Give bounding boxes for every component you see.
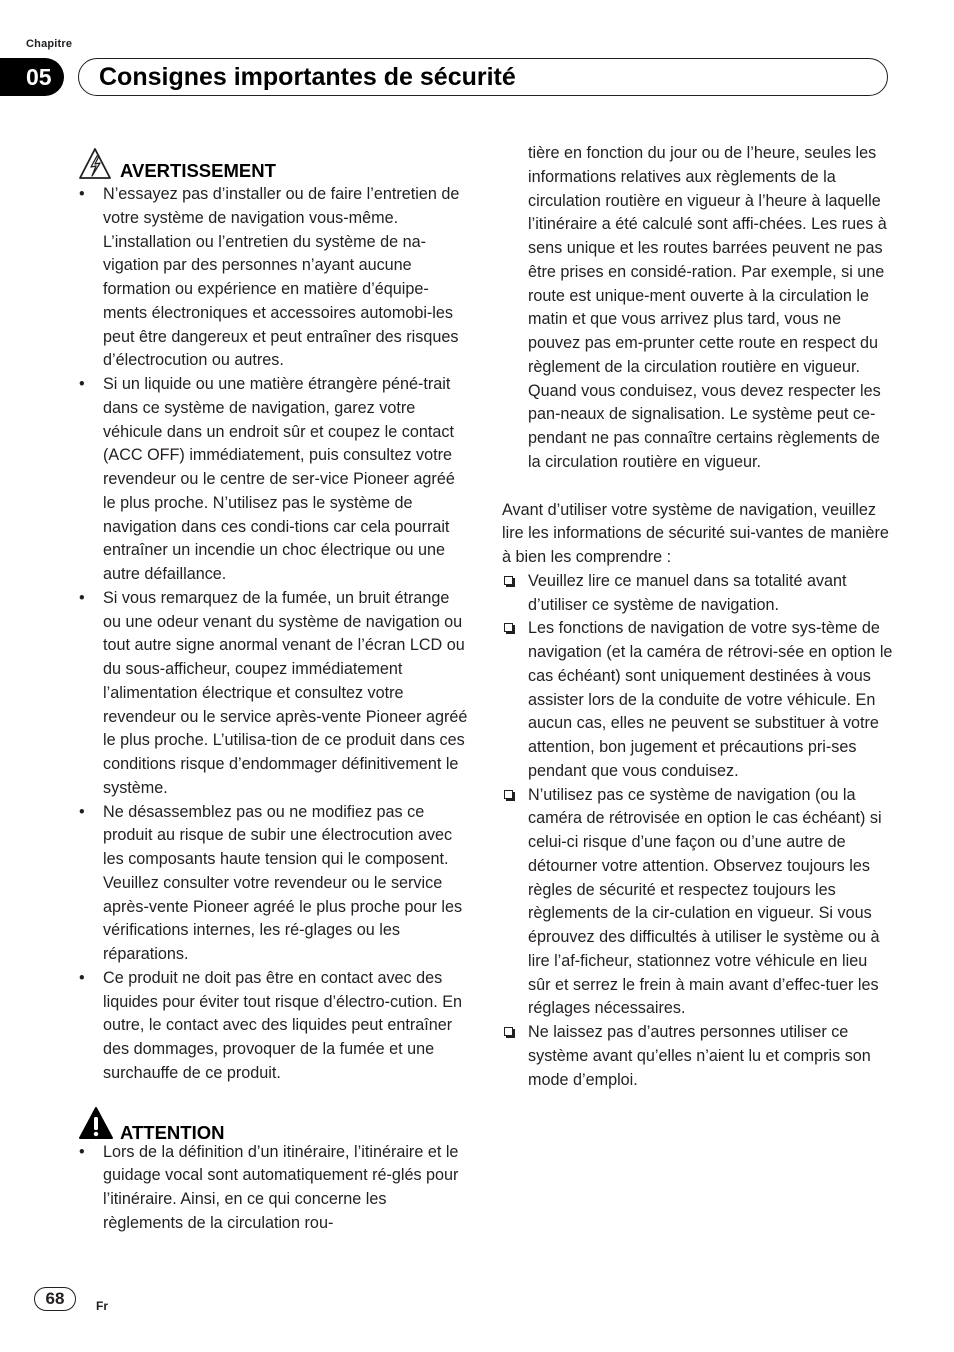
list-item-text: Ce produit ne doit pas être en contact avec des liquides pour éviter tout risque d’électro-cution. En outre, le contact avec des liquides peut entraîner des dommages, provoquer de la fumée et une surchauffe de ce produit. [103,968,463,1082]
list-item-text: Si un liquide ou une matière étrangère péné-trait dans ce système de navigation, garez votre véhicule dans un endroit sûr et coupez le contact (ACC OFF) immédiatement, puis consultez votre revendeur ou le centre de ser-vice Pioneer agréé le plus proche. N’utilisez pas le système de navigation dans ces condi-tions car cela pourrait entraîner un incendie un choc électrique ou une autre défaillance. [103,375,455,583]
language-code: Fr [96,1299,108,1313]
list-item-text: Si vous remarquez de la fumée, un bruit étrange ou une odeur venant du système de navigation ou tout autre signe anormal venant de l’écran LCD ou du sous-afficheur, coupez immédiatement l’alimentation électrique et consultez votre revendeur ou le service après-vente Pioneer agréé le plus proche. L’utilisa-tion de ce produit dans ces conditions risque d’endommager définitivement le système. [103,588,468,797]
list-item-text: N’utilisez pas ce système de navigation (ou la caméra de rétrovisée en option le cas échéant) si celui-ci risque d’une façon ou d’une autre de détourner votre attention. Observez toujours les règles de sécurité et respectez toujours les règlements de la cir-culation en vigueur. Si vous éprouvez des difficultés à utiliser le système ou à lire l’af-ficheur, stationnez votre véhicule en lieu sûr et serrez le frein à main avant d’effec-tuer les réglages nécessaires. [528,785,882,1018]
list-item [502,570,894,618]
list-item-text: Lors de la définition d’un itinéraire, l’itinéraire et le guidage vocal sont automatiquement ré-glés pour l’itinéraire. Ainsi, en ce qui concerne les règlements de la circulation rou- [103,1142,459,1232]
list-item-text: Veuillez lire ce manuel dans sa totalité avant d’utiliser ce système de navigation. [528,571,847,614]
checkbox-bullet-icon [504,576,513,585]
list-item: • Si vous remarquez de la fumée, un bruit étrange ou une odeur venant du système de navigation ou tout autre signe anormal venant de l’écran LCD ou du sous-afficheur, coupez immédiatement l’alimentation électrique et consultez votre revendeur ou le service après-vente Pioneer agréé le plus proche. L’utilisa-tion de ce produit dans ces conditions risque d’endommager définitivement le système. [79,588,468,797]
chapter-number-badge: 05 [0,58,64,96]
safety-intro: Avant d’utiliser votre système de navigation, veuillez lire les informations de sécurité sui-vantes de manière à bien les comprendre : [502,500,889,566]
checkbox-bullet-icon [504,623,513,632]
list-item: • N’essayez pas d’installer ou de faire l’entretien de votre système de navigation vous-même. L’installation ou l’entretien du système de na-vigation par des personnes n’ayant aucune formation ou expérience en matière d’équipe-ments électroniques et accessoires automobi-les peut être dangereux et peut entraîner des risques d’électrocution ou autres. [79,185,460,370]
caution-list [78,1141,468,1236]
list-item: • Ce produit ne doit pas être en contact avec des liquides pour éviter tout risque d’électro-cution. En outre, le contact avec des liquides peut entraîner des dommages, provoquer de la fumée et une surchauffe de ce produit. [79,968,463,1082]
list-item [502,784,894,1022]
page-number: 68 [34,1287,76,1311]
list-item: • Ne désassemblez pas ou ne modifiez pas ce produit au risque de subir une électrocution avec les composants haute tension qui le composent. Veuillez consulter votre revendeur ou le service après-vente Pioneer agréé le plus proche pour les vérifications internes, les ré-glages ou les réparations. [79,802,463,963]
list-item-text: N’essayez pas d’installer ou de faire l’entretien de votre système de navigation vous-même. L’installation ou l’entretien du système de na-vigation par des personnes n’ayant aucune formation ou expérience en matière d’équipe-ments électroniques et accessoires automobi-les peut être dangereux et peut entraîner des risques d’électrocution ou autres. [103,185,460,370]
warning-header [78,147,468,183]
list-item-text: Ne désassemblez pas ou ne modifiez pas ce produit au risque de subir une électrocution avec les composants haute tension qui le composent. Veuillez consulter votre revendeur ou le service après-vente Pioneer agréé le plus proche pour les vérifications internes, les ré-glages ou les réparations. [103,802,463,963]
lightning-warning-icon [78,147,112,181]
list-item: • Lors de la définition d’un itinéraire, l’itinéraire et le guidage vocal sont automatiquement ré-glés pour l’itinéraire. Ainsi, en ce qui concerne les règlements de la circulation rou- [79,1142,459,1232]
checkbox-bullet-icon [504,1027,513,1036]
list-item [502,1021,894,1092]
exclamation-warning-icon [78,1106,114,1142]
list-item-text: Les fonctions de navigation de votre sys-tème de navigation (et la caméra de rétrovi-sée en option le cas échéant) sont uniquement destinées à vous assister lors de la conduite de votre véhicule. En aucun cas, elles ne peuvent se substituer à votre attention, bon jugement et précautions pri-ses pendant que vous conduisez. [528,619,893,780]
chapter-title-box [78,58,888,96]
warning-list [78,183,468,1086]
caution-title: ATTENTION [120,1121,225,1143]
list-item-text: Ne laissez pas d’autres personnes utiliser ce système avant qu’elles n’aient lu et compris son mode d’emploi. [528,1023,871,1089]
warning-title: AVERTISSEMENT [120,160,276,181]
list-item: • Si un liquide ou une matière étrangère péné-trait dans ce système de navigation, garez votre véhicule dans un endroit sûr et coupez le contact (ACC OFF) immédiatement, puis consultez votre revendeur ou le centre de ser-vice Pioneer agréé le plus proche. N’utilisez pas le système de navigation dans ces condi-tions car cela pourrait entraîner un incendie un choc électrique ou une autre défaillance. [79,375,455,583]
left-column [78,147,468,1236]
checkbox-bullet-icon [504,790,513,799]
right-column [502,142,894,1092]
page-title: Consignes importantes de sécurité [99,63,516,91]
list-item [502,617,894,783]
safety-list [502,570,894,1093]
caution-header [78,1106,468,1142]
caution-continuation: tière en fonction du jour ou de l’heure, seules les informations relatives aux règlements de la circulation routière en vigueur à l’heure à laquelle l’itinéraire a été calculé sont affi-chées. Les rues à sens unique et les routes barrées peuvent ne pas être prises en considé-ration. Par exemple, si une route est unique-ment ouverte à la circulation le matin et que vous arrivez plus tard, vous ne pouvez pas em-prunter cette route en respect du règlement de la circulation routière en vigueur. Quand vous conduisez, vous devez respecter les pan-neaux de signalisation. Le système peut ce-pendant ne pas connaître certains règlements de la circulation routière en vigueur. [528,144,887,471]
chapter-label: Chapitre [26,38,73,50]
